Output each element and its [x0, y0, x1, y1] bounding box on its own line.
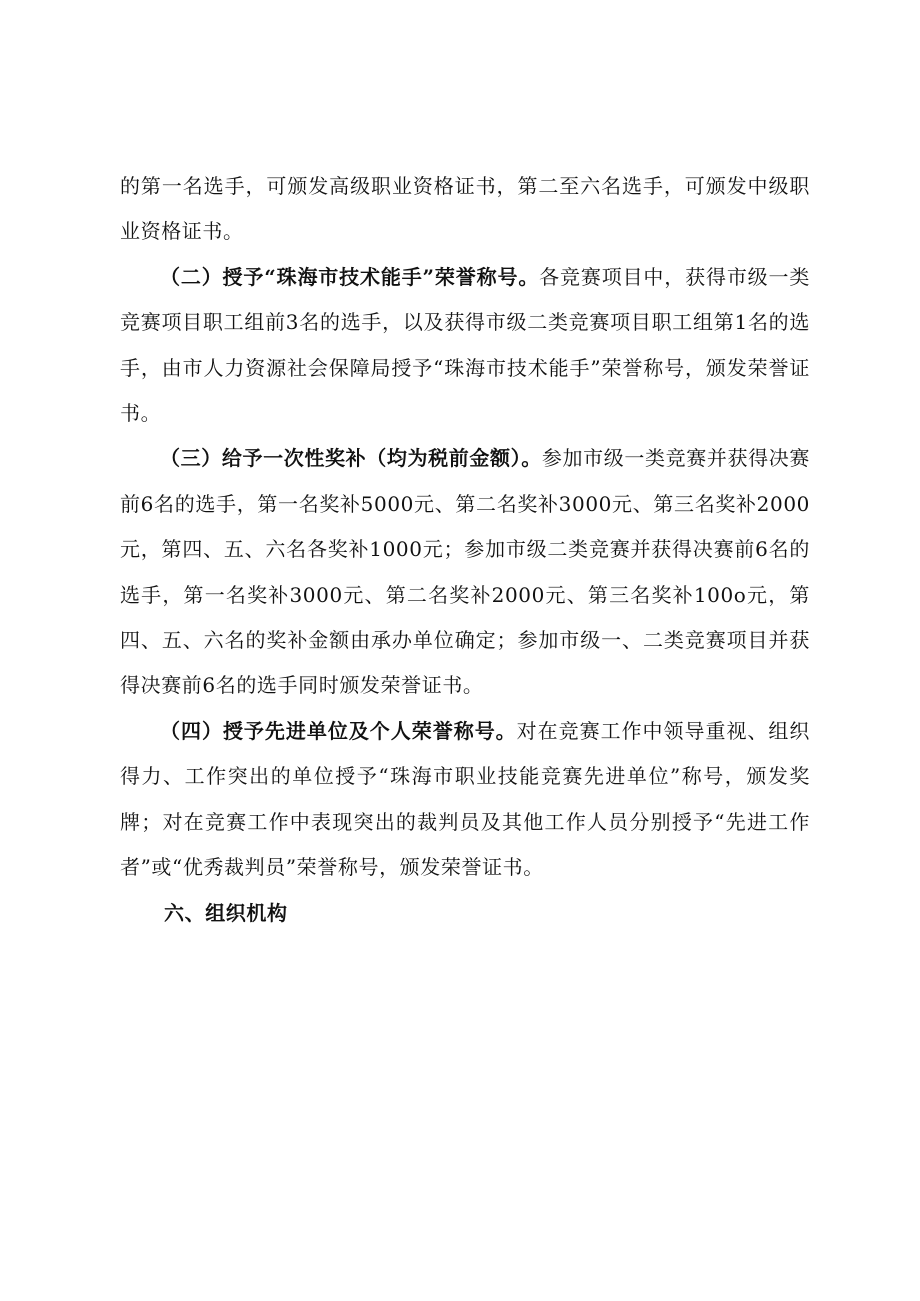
paragraph-one-time-reward [120, 436, 810, 708]
paragraph-certificates: 的第一名选手，可颁发高级职业资格证书，第二至六名选手，可颁发中级职业资格证书。 [120, 174, 810, 244]
paragraph-body: 各竞赛项目中，获得市级一类竞赛项目职工组前3名的选手，以及获得市级二类竞赛项目职工组第1名的选手，由市人力资源社会保障局授予“珠海市技术能手”荣誉称号，颁发荣誉证书。 [120, 264, 810, 426]
paragraph-body: 参加市级一类竞赛并获得决赛前6名的选手，第一名奖补5000元、第二名奖补3000元、第三名奖补2000元，第四、五、六名各奖补1000元；参加市级二类竞赛并获得决赛前6名的选手，第一名奖补3000元、第二名奖补2000元、第三名奖补100o元，第四、五、六名的奖补金额由承办单位确定；参加市级一、二类竞赛项目并获得决赛前6名的选手同时颁发荣誉证书。 [120, 446, 810, 698]
paragraph-skill-expert-title [120, 255, 810, 437]
paragraph-heading: （四）授予先进单位及个人荣誉称号。 [160, 718, 517, 743]
section-heading-organization: 六、组织机构 [164, 900, 288, 925]
paragraph-heading: （二）授予“珠海市技术能手”荣誉称号。 [160, 264, 540, 289]
paragraph-heading: （三）给予一次性奖补（均为税前金额）。 [160, 446, 542, 471]
document-page [120, 164, 810, 936]
paragraph-body: 对在竞赛工作中领导重视、组织得力、工作突出的单位授予“珠海市职业技能竞赛先进单位”称号，颁发奖牌；对在竞赛工作中表现突出的裁判员及其他工作人员分别授予“先进工作者”或“优秀裁判员”荣誉称号，颁发荣誉证书。 [120, 718, 810, 880]
paragraph-advanced-units [120, 709, 810, 891]
